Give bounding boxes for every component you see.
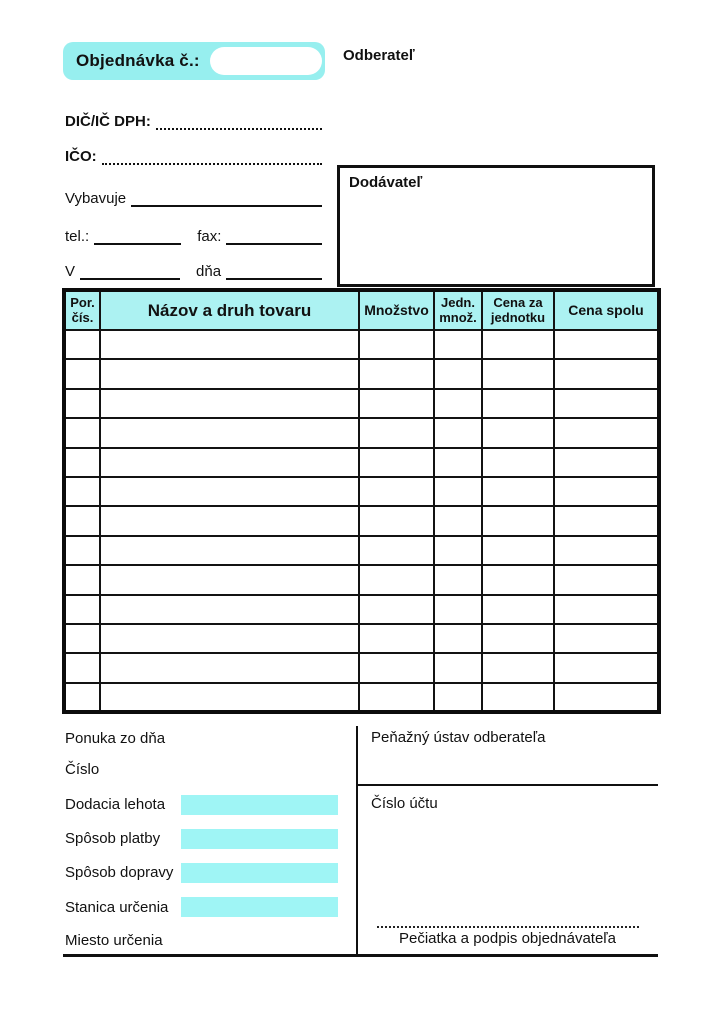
item-cell-r13-c3[interactable] xyxy=(359,683,434,712)
item-cell-r12-c2[interactable] xyxy=(100,653,359,682)
item-cell-r1-c5[interactable] xyxy=(482,330,554,359)
item-cell-r6-c3[interactable] xyxy=(359,477,434,506)
transport-method-field[interactable] xyxy=(181,863,338,883)
item-cell-r8-c6[interactable] xyxy=(554,536,659,565)
item-cell-r1-c6[interactable] xyxy=(554,330,659,359)
item-cell-r13-c1[interactable] xyxy=(64,683,100,712)
ico-label: IČO: xyxy=(65,148,97,165)
item-cell-r4-c1[interactable] xyxy=(64,418,100,447)
destination-station-field[interactable] xyxy=(181,897,338,917)
item-cell-r4-c4[interactable] xyxy=(434,418,482,447)
item-cell-r9-c3[interactable] xyxy=(359,565,434,594)
tel-label: tel.: xyxy=(65,228,90,245)
item-row-3 xyxy=(64,389,659,418)
item-cell-r7-c1[interactable] xyxy=(64,506,100,535)
item-cell-r12-c1[interactable] xyxy=(64,653,100,682)
item-cell-r7-c5[interactable] xyxy=(482,506,554,535)
item-cell-r4-c3[interactable] xyxy=(359,418,434,447)
supplier-label: Dodávateľ xyxy=(349,174,423,191)
item-row-5 xyxy=(64,448,659,477)
bank-label: Peňažný ústav odberateľa xyxy=(371,729,546,746)
item-cell-r13-c4[interactable] xyxy=(434,683,482,712)
transport-method-label: Spôsob dopravy xyxy=(65,864,174,881)
vat-label: DIČ/IČ DPH: xyxy=(65,113,151,130)
order-number-input[interactable] xyxy=(210,47,322,75)
item-cell-r6-c2[interactable] xyxy=(100,477,359,506)
item-cell-r5-c2[interactable] xyxy=(100,448,359,477)
place-input-line[interactable] xyxy=(80,267,180,280)
item-cell-r10-c1[interactable] xyxy=(64,595,100,624)
item-cell-r7-c3[interactable] xyxy=(359,506,434,535)
item-cell-r9-c6[interactable] xyxy=(554,565,659,594)
item-cell-r2-c5[interactable] xyxy=(482,359,554,388)
signature-label: Pečiatka a podpis objednávateľa xyxy=(398,930,617,947)
item-row-8 xyxy=(64,536,659,565)
item-cell-r2-c4[interactable] xyxy=(434,359,482,388)
ico-input-line[interactable] xyxy=(102,152,322,165)
customer-section-label: Odberateľ xyxy=(343,47,415,64)
item-cell-r7-c6[interactable] xyxy=(554,506,659,535)
signature-area[interactable] xyxy=(357,926,658,947)
item-cell-r4-c5[interactable] xyxy=(482,418,554,447)
field-row-handled-by xyxy=(65,189,322,207)
item-row-9 xyxy=(64,565,659,594)
item-cell-r4-c6[interactable] xyxy=(554,418,659,447)
item-cell-r2-c2[interactable] xyxy=(100,359,359,388)
item-cell-r10-c6[interactable] xyxy=(554,595,659,624)
item-cell-r5-c1[interactable] xyxy=(64,448,100,477)
supplier-box[interactable] xyxy=(337,165,655,287)
item-cell-r3-c2[interactable] xyxy=(100,389,359,418)
delivery-time-field[interactable] xyxy=(181,795,338,815)
item-cell-r12-c4[interactable] xyxy=(434,653,482,682)
item-row-11 xyxy=(64,624,659,653)
destination-place-label: Miesto určenia xyxy=(65,932,163,949)
item-cell-r5-c6[interactable] xyxy=(554,448,659,477)
item-cell-r5-c5[interactable] xyxy=(482,448,554,477)
vat-input-line[interactable] xyxy=(156,117,322,130)
item-cell-r9-c5[interactable] xyxy=(482,565,554,594)
item-cell-r7-c2[interactable] xyxy=(100,506,359,535)
item-cell-r3-c1[interactable] xyxy=(64,389,100,418)
place-label: V xyxy=(65,263,76,280)
item-cell-r11-c3[interactable] xyxy=(359,624,434,653)
item-row-12 xyxy=(64,653,659,682)
item-cell-r10-c2[interactable] xyxy=(100,595,359,624)
handled-by-input-line[interactable] xyxy=(131,194,322,207)
order-number-bar xyxy=(63,42,325,80)
field-row-ico xyxy=(65,147,322,165)
item-cell-r6-c1[interactable] xyxy=(64,477,100,506)
col-header-unit: Jedn. množ. xyxy=(434,290,482,330)
item-cell-r6-c6[interactable] xyxy=(554,477,659,506)
field-row-vat xyxy=(65,112,322,130)
item-cell-r10-c3[interactable] xyxy=(359,595,434,624)
bank-section-divider xyxy=(356,784,658,786)
signature-dotted-line xyxy=(377,926,639,928)
items-table-header-row xyxy=(64,290,659,330)
item-row-2 xyxy=(64,359,659,388)
item-cell-r3-c5[interactable] xyxy=(482,389,554,418)
item-cell-r11-c1[interactable] xyxy=(64,624,100,653)
col-header-unit-price: Cena za jednotku xyxy=(482,290,554,330)
items-table xyxy=(62,288,661,714)
item-cell-r13-c2[interactable] xyxy=(100,683,359,712)
item-row-4 xyxy=(64,418,659,447)
item-cell-r2-c3[interactable] xyxy=(359,359,434,388)
item-cell-r1-c1[interactable] xyxy=(64,330,100,359)
date-label: dňa xyxy=(196,263,222,280)
item-cell-r2-c1[interactable] xyxy=(64,359,100,388)
item-cell-r9-c4[interactable] xyxy=(434,565,482,594)
item-cell-r6-c5[interactable] xyxy=(482,477,554,506)
item-row-1 xyxy=(64,330,659,359)
item-cell-r11-c5[interactable] xyxy=(482,624,554,653)
item-cell-r7-c4[interactable] xyxy=(434,506,482,535)
item-cell-r11-c2[interactable] xyxy=(100,624,359,653)
item-row-10 xyxy=(64,595,659,624)
item-cell-r8-c5[interactable] xyxy=(482,536,554,565)
payment-method-field[interactable] xyxy=(181,829,338,849)
field-row-place-date xyxy=(65,262,322,280)
offer-date-label: Ponuka zo dňa xyxy=(65,730,166,747)
item-cell-r9-c1[interactable] xyxy=(64,565,100,594)
order-number-label: Objednávka č.: xyxy=(76,51,200,70)
item-cell-r1-c3[interactable] xyxy=(359,330,434,359)
item-cell-r8-c3[interactable] xyxy=(359,536,434,565)
fax-label: fax: xyxy=(197,228,222,245)
number-label: Číslo xyxy=(65,761,100,778)
item-cell-r12-c6[interactable] xyxy=(554,653,659,682)
item-cell-r1-c4[interactable] xyxy=(434,330,482,359)
item-cell-r2-c6[interactable] xyxy=(554,359,659,388)
item-cell-r9-c2[interactable] xyxy=(100,565,359,594)
destination-station-label: Stanica určenia xyxy=(65,899,169,916)
item-cell-r6-c4[interactable] xyxy=(434,477,482,506)
item-cell-r11-c6[interactable] xyxy=(554,624,659,653)
handled-by-label: Vybavuje xyxy=(65,190,127,207)
delivery-time-label: Dodacia lehota xyxy=(65,796,166,813)
item-cell-r12-c5[interactable] xyxy=(482,653,554,682)
item-cell-r13-c6[interactable] xyxy=(554,683,659,712)
date-input-line[interactable] xyxy=(226,267,322,280)
fax-input-line[interactable] xyxy=(226,232,322,245)
field-row-tel-fax xyxy=(65,227,322,245)
footer-bottom-line xyxy=(63,954,658,957)
item-cell-r1-c2[interactable] xyxy=(100,330,359,359)
item-row-13 xyxy=(64,683,659,712)
footer-vertical-divider xyxy=(356,726,358,956)
col-header-item-number: Por. čís. xyxy=(64,290,100,330)
item-cell-r5-c3[interactable] xyxy=(359,448,434,477)
item-cell-r8-c2[interactable] xyxy=(100,536,359,565)
item-cell-r8-c1[interactable] xyxy=(64,536,100,565)
item-row-6 xyxy=(64,477,659,506)
item-cell-r10-c4[interactable] xyxy=(434,595,482,624)
item-cell-r8-c4[interactable] xyxy=(434,536,482,565)
item-cell-r3-c4[interactable] xyxy=(434,389,482,418)
item-cell-r10-c5[interactable] xyxy=(482,595,554,624)
tel-input-line[interactable] xyxy=(94,232,181,245)
payment-method-label: Spôsob platby xyxy=(65,830,161,847)
item-cell-r3-c6[interactable] xyxy=(554,389,659,418)
item-cell-r12-c3[interactable] xyxy=(359,653,434,682)
item-cell-r5-c4[interactable] xyxy=(434,448,482,477)
item-cell-r13-c5[interactable] xyxy=(482,683,554,712)
col-header-total-price: Cena spolu xyxy=(554,290,659,330)
col-header-goods-name: Názov a druh tovaru xyxy=(100,290,359,330)
account-number-label: Číslo účtu xyxy=(371,795,438,812)
item-row-7 xyxy=(64,506,659,535)
col-header-quantity: Množstvo xyxy=(359,290,434,330)
item-cell-r3-c3[interactable] xyxy=(359,389,434,418)
item-cell-r11-c4[interactable] xyxy=(434,624,482,653)
item-cell-r4-c2[interactable] xyxy=(100,418,359,447)
